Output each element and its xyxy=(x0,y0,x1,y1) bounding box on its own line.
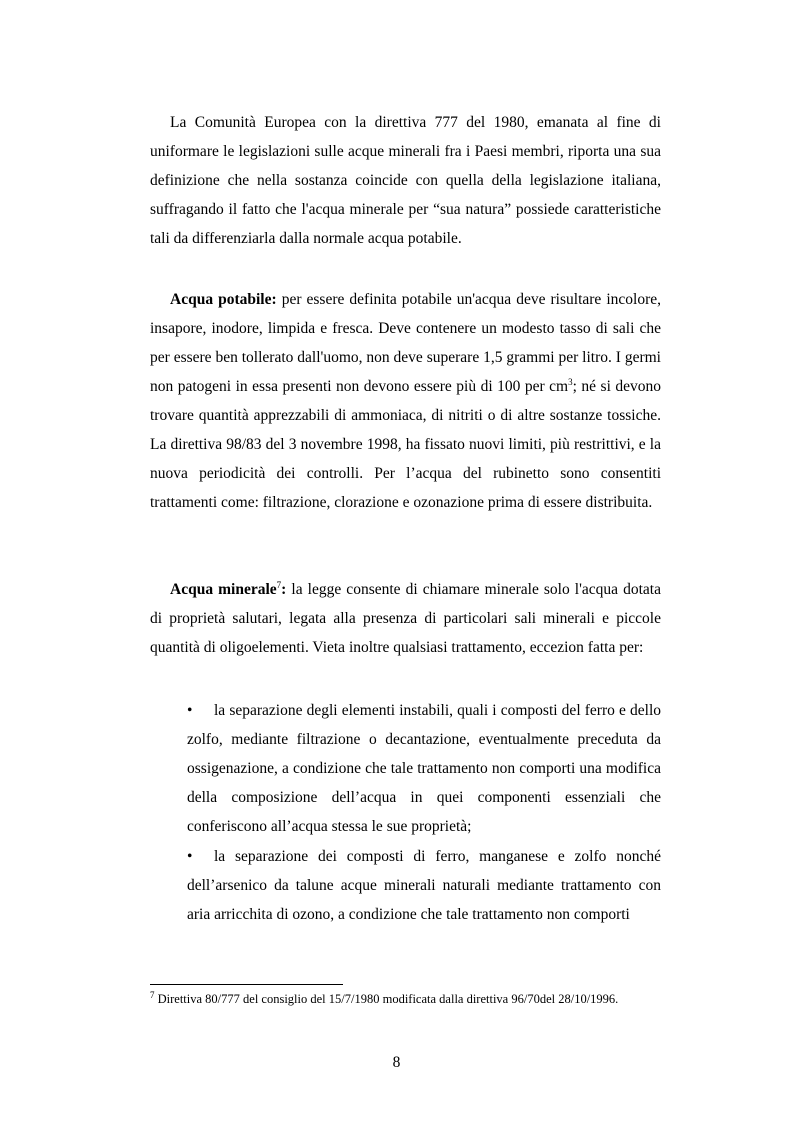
footnote-divider xyxy=(150,984,343,985)
paragraph-ce-directive xyxy=(150,108,661,253)
list-item xyxy=(187,696,661,841)
footnote-ref: 7 xyxy=(276,579,282,590)
section-heading-acqua-potabile: Acqua potabile: xyxy=(170,291,277,308)
superscript-exponent: 3 xyxy=(568,376,573,387)
list-item-text: la separazione degli elementi instabili, quali i composti del ferro e dello zolfo, mediante filtrazione o decantazione, eventualmente preceduta da ossigenazione, a condizione che tale trattamento non comporti una modifica della composizione dell’acqua in quei componenti essenziali che conferiscono all’acqua stessa le sue proprietà; xyxy=(187,702,661,835)
paragraph-acqua-minerale xyxy=(150,575,661,662)
paragraph-text: ; né si devono trovare quantità apprezzabili di ammoniaca, di nitriti o di altre sostanze tossiche. La direttiva 98/83 del 3 novembre 1998, ha fissato nuovi limiti, più restrittivi, e la nuova periodicità dei controlli. Per l’acqua del rubinetto sono consentiti trattamenti come: filtrazione, clorazione e ozonazione prima di essere distribuita. xyxy=(150,378,662,511)
list-item-text: la separazione dei composti di ferro, manganese e zolfo nonché dell’arsenico da talune acque minerali naturali mediante trattamento con aria arricchita di ozono, a condizione che tale trattamento non comporti xyxy=(187,848,661,923)
list-item xyxy=(187,842,661,929)
paragraph-text: per essere definita potabile un'acqua deve risultare incolore, insapore, inodore, limpida e fresca. Deve contenere un modesto tasso di sali che per essere ben tollerato dall'uomo, non deve superare 1,5 grammi per litro. I germi non patogeni in essa presenti non devono essere più di 100 per cm xyxy=(150,291,661,395)
bullet-marker: • xyxy=(187,848,193,865)
section-heading-acqua-minerale: Acqua minerale xyxy=(170,581,277,598)
footnote-number: 7 xyxy=(150,989,155,1000)
footnote xyxy=(150,990,670,1008)
bullet-marker: • xyxy=(187,702,193,719)
page-number: 8 xyxy=(392,1054,401,1071)
paragraph-acqua-potabile xyxy=(150,285,661,517)
paragraph-text: La Comunità Europea con la direttiva 777 del 1980, emanata al fine di uniformare le legislazioni sulle acque minerali fra i Paesi membri, riporta una sua definizione che nella sostanza coincide con quella della legislazione italiana, suffragando il fatto che l'acqua minerale per “sua natura” possiede caratteristiche tali da differenziarla dalla normale acqua potabile. xyxy=(150,114,661,247)
paragraph-text: la legge consente di chiamare minerale solo l'acqua dotata di proprietà salutari, legata alla presenza di particolari sali minerali e piccole quantità di oligoelementi. Vieta inoltre qualsiasi trattamento, eccezion fatta per: xyxy=(150,581,661,656)
heading-colon: : xyxy=(281,581,287,598)
footnote-text: Direttiva 80/777 del consiglio del 15/7/1980 modificata dalla direttiva 96/70del 28/10/1996. xyxy=(154,992,619,1006)
